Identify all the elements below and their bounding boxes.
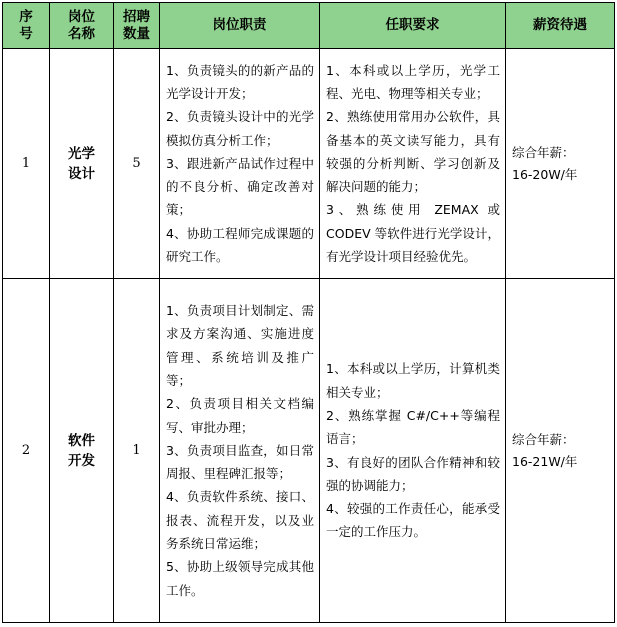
duty-item: 2、负责镜头设计中的光学模拟仿真分析工作； (166, 109, 314, 148)
count-cell: 1 (114, 279, 160, 623)
header-duties: 岗位职责 (160, 3, 320, 49)
requirement-item: 2、熟练掌握 C#/C++等编程语言； (326, 407, 500, 447)
header-seq: 序 号 (3, 3, 50, 49)
duty-item: 5、协助上级领导完成其他工作。 (166, 559, 314, 598)
duty-item: 4、负责软件系统、接口、报表、流程开发，以及业务系统日常运维； (166, 489, 314, 552)
salary-cell: 综合年薪： 16-21W/年 (506, 279, 615, 623)
duty-item: 3、跟进新产品试作过程中的不良分析、确定改善对策； (166, 155, 314, 218)
duties-cell (160, 279, 320, 623)
header-position: 岗位 名称 (50, 3, 114, 49)
requirement-item: 3、有良好的团队合作精神和较强的协调能力； (326, 454, 500, 493)
header-salary: 薪资待遇 (506, 3, 615, 49)
requirements-cell (320, 279, 506, 623)
header-row (3, 3, 615, 49)
duty-item: 4、协助工程师完成课题的研究工作。 (166, 225, 314, 265)
requirement-item: 1、本科或以上学历，计算机类相关专业； (326, 361, 500, 400)
seq-cell: 1 (3, 49, 50, 279)
count-cell: 5 (114, 49, 160, 279)
requirement-item: 4、较强的工作责任心，能承受一定的工作压力。 (326, 501, 500, 540)
requirement-item: 2、熟练使用常用办公软件，具备基本的英文读写能力，具有较强的分析判断、学习创新及解决问题的能力； (326, 109, 500, 195)
table-row (3, 49, 615, 279)
duty-item: 1、负责项目计划制定、需求及方案沟通、实施进度管理、系统培训及推广等； (166, 303, 314, 388)
requirements-cell (320, 49, 506, 279)
header-requirements: 任职要求 (320, 3, 506, 49)
table-row (3, 279, 615, 623)
duty-item: 1、负责镜头的的新产品的光学设计开发； (166, 62, 314, 101)
duty-item: 2、负责项目相关文档编写、审批办理； (166, 396, 314, 435)
requirement-item: 1、本科或以上学历，光学工程、光电、物理等相关专业； (326, 62, 500, 101)
recruitment-table (2, 2, 615, 623)
header-count: 招聘 数量 (114, 3, 160, 49)
requirement-item: 3、熟练使用 ZEMAX 或 CODEV 等软件进行光学设计，有光学设计项目经验优先。 (326, 202, 500, 265)
position-cell: 光学 设计 (50, 49, 114, 279)
duty-item: 3、负责项目监查，如日常周报、里程碑汇报等； (166, 442, 314, 482)
seq-cell: 2 (3, 279, 50, 623)
salary-cell: 综合年薪： 16-20W/年 (506, 49, 615, 279)
duties-cell (160, 49, 320, 279)
position-cell: 软件 开发 (50, 279, 114, 623)
